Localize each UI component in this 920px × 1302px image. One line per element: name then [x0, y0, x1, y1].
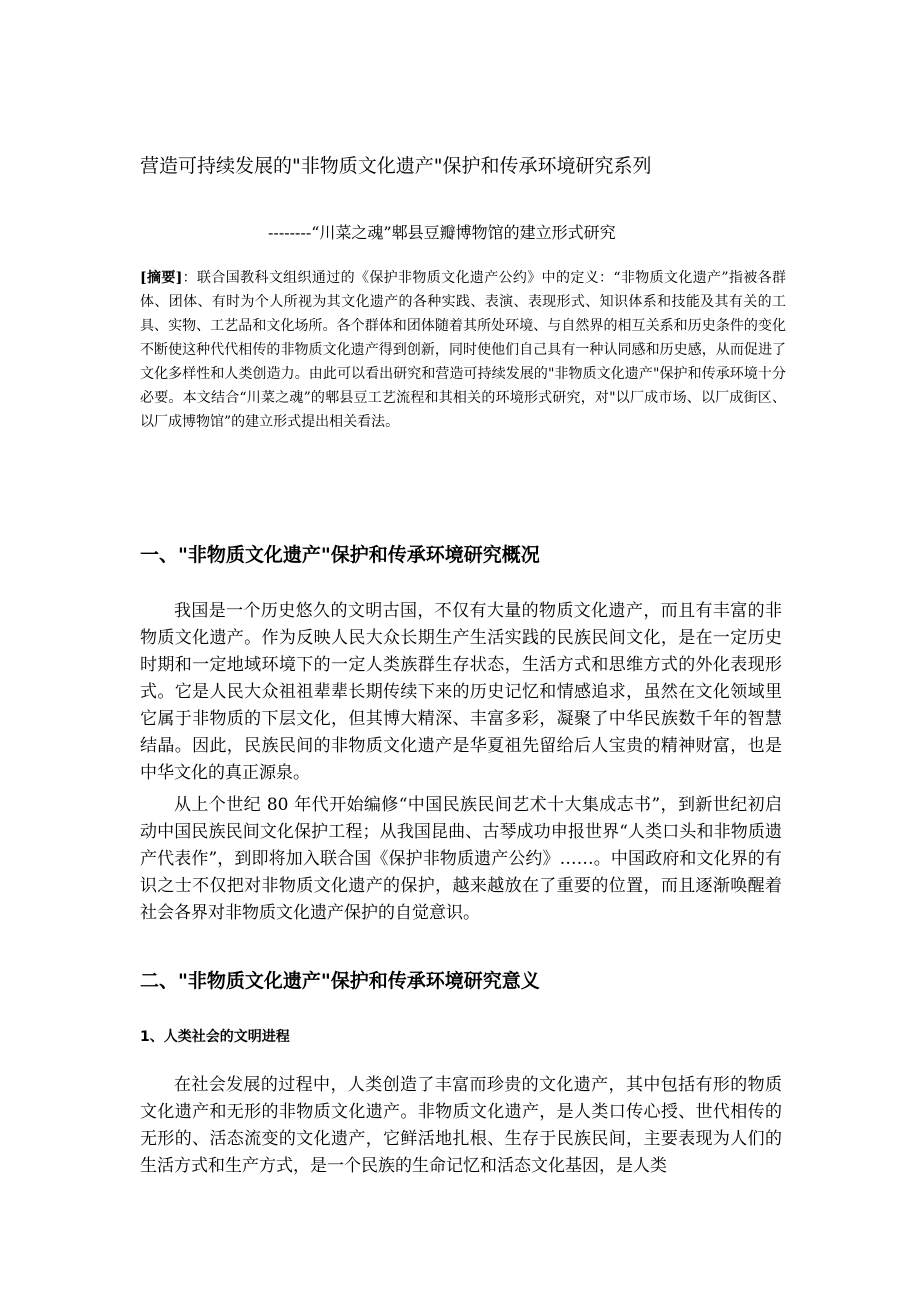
section1-paragraph-1: 我国是一个历史悠久的文明古国，不仅有大量的物质文化遗产，而且有丰富的非物质文化遗产。作为反映人民大众长期生产生活实践的民族民间文化，是在一定历史时期和一定地域环境下的一定人类族群生存状态，生活方式和思维方式的外化表现形式。它是人民大众祖祖辈辈长期传续下来的历史记忆和情感追求，虽然在文化领域里它属于非物质的下层文化，但其博大精深、丰富多彩，凝聚了中华民族数千年的智慧结晶。因此，民族民间的非物质文化遗产是华夏祖先留给后人宝贵的精神财富，也是中华文化的真正源泉。 [140, 601, 782, 783]
document-title: 营造可持续发展的"非物质文化遗产"保护和传承环境研究系列 [140, 155, 652, 177]
section2-paragraph-1: 在社会发展的过程中，人类创造了丰富而珍贵的文化遗产，其中包括有形的物质文化遗产和无形的非物质文化遗产。非物质文化遗产，是人类口传心授、世代相传的无形的、活态流变的文化遗产，它鲜活地扎根、生存于民族民间，主要表现为人们的生活方式和生产方式，是一个民族的生命记忆和活态文化基因，是人类 [140, 1075, 782, 1176]
section2-subheading: 1、人类社会的文明进程 [140, 1029, 290, 1045]
abstract [140, 266, 786, 434]
document-subtitle: --------“川菜之魂”郫县豆瓣博物馆的建立形式研究 [268, 223, 616, 242]
section2-heading: 二、"非物质文化遗产"保护和传承环境研究意义 [140, 970, 540, 992]
abstract-text: ：联合国教科文组织通过的《保护非物质文化遗产公约》中的定义：“非物质文化遗产”指被各群体、团体、有时为个人所视为其文化遗产的各种实践、表演、表现形式、知识体系和技能及其有关的工具、实物、工艺品和文化场所。各个群体和团体随着其所处环境、与自然界的相互关系和历史条件的变化不断使这种代代相传的非物质文化遗产得到创新，同时使他们自己具有一种认同感和历史感，从而促进了文化多样性和人类创造力。由此可以看出研究和营造可持续发展的"非物质文化遗产"保护和传承环境十分必要。本文结合“川菜之魂”的郫县豆工艺流程和其相关的环境形式研究，对"以厂成市场、以厂成街区、以厂成博物馆”的建立形式提出相关看法。 [140, 270, 787, 430]
abstract-label: [摘要] [140, 270, 183, 286]
section1-paragraph-2: 从上个世纪 80 年代开始编修“中国民族民间艺术十大集成志书”，到新世纪初启动中国民族民间文化保护工程；从我国昆曲、古琴成功申报世界“人类口头和非物质遗产代表作”，到即将加入联合国《保护非物质遗产公约》……。中国政府和文化界的有识之士不仅把对非物质文化遗产的保护，越来越放在了重要的位置，而且逐渐唤醒着社会各界对非物质文化遗产保护的自觉意识。 [140, 795, 782, 923]
section1-heading: 一、"非物质文化遗产"保护和传承环境研究概况 [140, 544, 540, 566]
